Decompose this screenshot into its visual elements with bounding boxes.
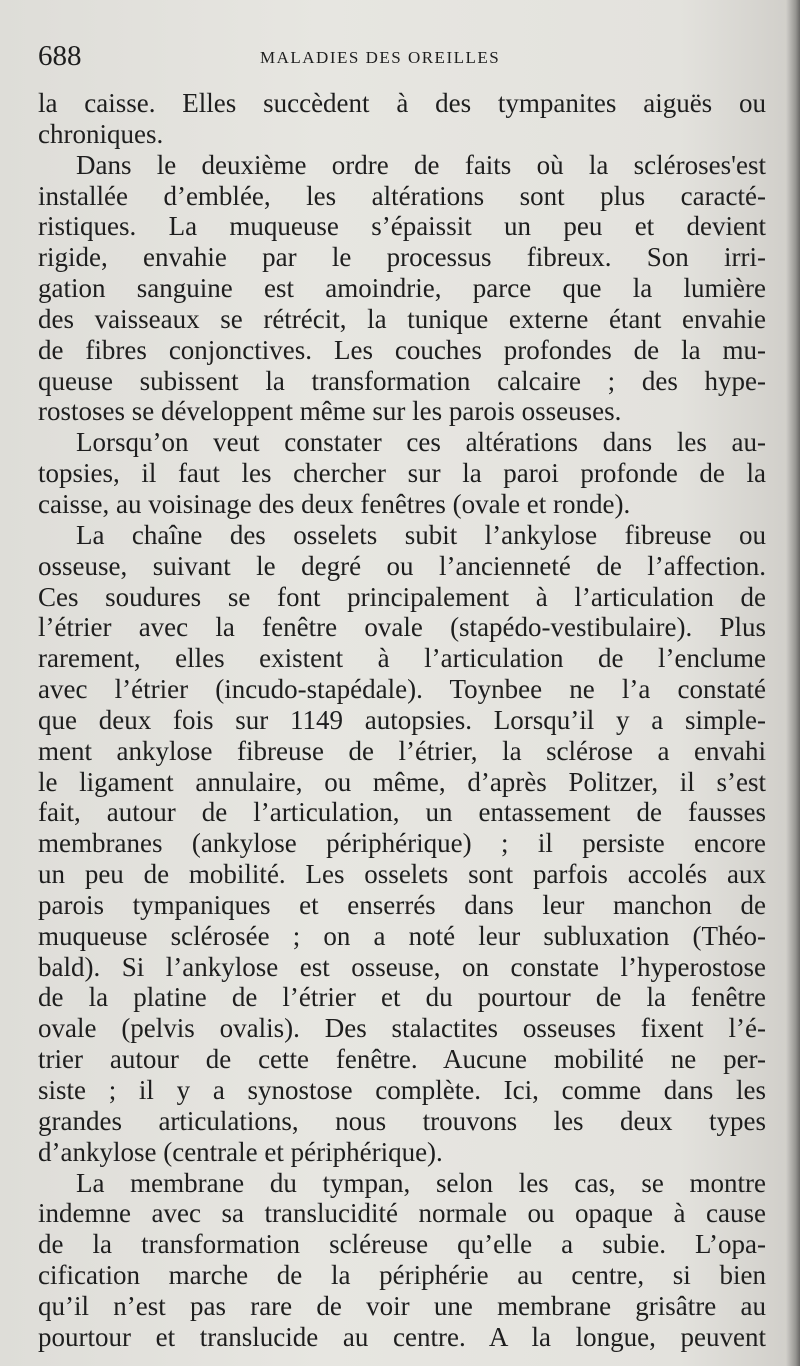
- running-head: MALADIES DES OREILLES: [260, 48, 501, 67]
- text-line: pourtour et translucide au centre. A la longue, peuvent: [38, 1321, 766, 1352]
- text-line: membranes (ankylose périphérique) ; il persiste encore: [38, 828, 766, 859]
- text-line: de la transformation scléreuse qu’elle a subie. L’opa-: [38, 1229, 766, 1260]
- text-line: ovale (pelvis ovalis). Des stalactites osseuses fixent l’é-: [38, 1013, 766, 1044]
- text-line: cification marche de la périphérie au centre, si bien: [38, 1260, 766, 1291]
- text-line: ment ankylose fibreuse de l’étrier, la sclérose a envahi: [38, 735, 766, 766]
- text-line: un peu de mobilité. Les osselets sont parfois accolés aux: [38, 859, 766, 890]
- text-line: le ligament annulaire, ou même, d’après Politzer, il s’est: [38, 766, 766, 797]
- text-line: La chaîne des osselets subit l’ankylose fibreuse ou: [76, 519, 766, 550]
- text-line: avec l’étrier (incudo-stapédale). Toynbee ne l’a constaté: [38, 674, 766, 705]
- page-edge-shadow: [786, 0, 800, 1366]
- text-line: Dans le deuxième ordre de faits où la scléroses'est: [76, 149, 766, 180]
- text-line: queuse subissent la transformation calcaire ; des hype-: [38, 365, 766, 396]
- text-line: que deux fois sur 1149 autopsies. Lorsqu’il y a simple-: [38, 704, 766, 735]
- text-line: Lorsqu’on veut constater ces altérations dans les au-: [76, 427, 766, 458]
- text-line: l’étrier avec la fenêtre ovale (stapédo-vestibulaire). Plus: [38, 612, 766, 643]
- text-line: ristiques. La muqueuse s’épaissit un peu et devient: [38, 211, 766, 242]
- text-line: gation sanguine est amoindrie, parce que la lumière: [38, 273, 766, 304]
- text-line: de la platine de l’étrier et du pourtour de la fenêtre: [38, 982, 766, 1013]
- text-line: qu’il n’est pas rare de voir une membrane grisâtre au: [38, 1290, 766, 1321]
- text-line: d’ankylose (centrale et périphérique).: [38, 1136, 443, 1167]
- text-line: Ces soudures se font principalement à l’articulation de: [38, 581, 766, 612]
- text-line: rostoses se développent même sur les parois osseuses.: [38, 396, 622, 427]
- text-line: bald). Si l’ankylose est osseuse, on constate l’hyperostose: [38, 951, 766, 982]
- body-text: [38, 88, 766, 1353]
- text-line: osseuse, suivant le degré ou l’ancienneté de l’affection.: [38, 550, 766, 581]
- text-line: rarement, elles existent à l’articulation de l’enclume: [38, 643, 766, 674]
- text-line: la caisse. Elles succèdent à des tympanites aiguës ou: [38, 88, 766, 118]
- text-line: trier autour de cette fenêtre. Aucune mobilité ne per-: [38, 1044, 766, 1075]
- text-line: muqueuse sclérosée ; on a noté leur subluxation (Théo-: [38, 920, 766, 951]
- text-line: parois tympaniques et enserrés dans leur manchon de: [38, 889, 766, 920]
- text-line: topsies, il faut les chercher sur la paroi profonde de la: [38, 458, 766, 489]
- text-line: installée d’emblée, les altérations sont plus caracté-: [38, 180, 766, 211]
- text-line: des vaisseaux se rétrécit, la tunique externe étant envahie: [38, 303, 766, 334]
- page-number: 688: [38, 40, 82, 72]
- text-line: siste ; il y a synostose complète. Ici, comme dans les: [38, 1075, 766, 1105]
- text-line: fait, autour de l’articulation, un entassement de fausses: [38, 797, 766, 828]
- text-line: caisse, au voisinage des deux fenêtres (ovale et ronde).: [38, 488, 631, 519]
- text-line: La membrane du tympan, selon les cas, se montre: [76, 1167, 766, 1198]
- text-line: de fibres conjonctives. Les couches profondes de la mu-: [38, 334, 766, 365]
- text-line: chroniques.: [38, 118, 164, 149]
- text-line: grandes articulations, nous trouvons les deux types: [38, 1105, 766, 1136]
- text-line: rigide, envahie par le processus fibreux. Son irri-: [38, 242, 766, 273]
- text-line: indemne avec sa translucidité normale ou opaque à cause: [38, 1198, 766, 1229]
- page-header: [38, 40, 768, 80]
